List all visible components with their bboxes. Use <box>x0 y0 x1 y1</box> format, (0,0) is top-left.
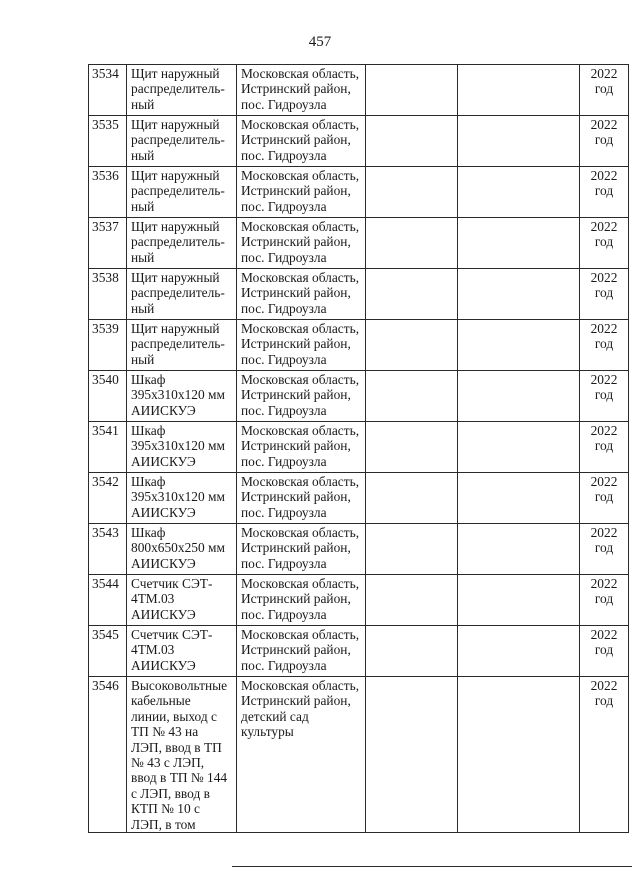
object-name-cell: Щит наружный распределитель- ный <box>127 218 237 269</box>
row-number-cell: 3541 <box>89 422 127 473</box>
page-number: 457 <box>308 34 332 50</box>
empty-cell <box>366 320 458 371</box>
empty-cell <box>458 371 580 422</box>
object-name-cell: Шкаф 800x650x250 мм АИИСКУЭ <box>127 524 237 575</box>
address-cell: Московская область, Истринский район, пос. Гидроузла <box>237 116 366 167</box>
empty-cell <box>366 269 458 320</box>
empty-cell <box>366 371 458 422</box>
table-row <box>89 320 629 371</box>
empty-cell <box>458 167 580 218</box>
row-number-cell: 3538 <box>89 269 127 320</box>
empty-cell <box>458 575 580 626</box>
year-cell: 2022 год <box>580 524 629 575</box>
object-name-cell: Щит наружный распределитель- ный <box>127 269 237 320</box>
table-row <box>89 473 629 524</box>
empty-cell <box>366 626 458 677</box>
empty-cell <box>458 65 580 116</box>
row-number-cell: 3540 <box>89 371 127 422</box>
row-number-cell: 3534 <box>89 65 127 116</box>
row-number-cell: 3536 <box>89 167 127 218</box>
address-cell: Московская область, Истринский район, пос. Гидроузла <box>237 422 366 473</box>
object-name-cell: Щит наружный распределитель- ный <box>127 320 237 371</box>
empty-cell <box>458 626 580 677</box>
empty-cell <box>366 473 458 524</box>
year-cell: 2022 год <box>580 65 629 116</box>
row-number-cell: 3543 <box>89 524 127 575</box>
table-row <box>89 167 629 218</box>
address-cell: Московская область, Истринский район, пос. Гидроузла <box>237 626 366 677</box>
empty-cell <box>366 167 458 218</box>
year-cell: 2022 год <box>580 677 629 833</box>
empty-cell <box>366 65 458 116</box>
row-number-cell: 3542 <box>89 473 127 524</box>
object-name-cell: Счетчик СЭТ- 4ТМ.03 АИИСКУЭ <box>127 575 237 626</box>
year-cell: 2022 год <box>580 626 629 677</box>
address-cell: Московская область, Истринский район, пос. Гидроузла <box>237 269 366 320</box>
year-cell: 2022 год <box>580 422 629 473</box>
row-number-cell: 3545 <box>89 626 127 677</box>
table-row <box>89 422 629 473</box>
year-cell: 2022 год <box>580 473 629 524</box>
address-cell: Московская область, Истринский район, пос. Гидроузла <box>237 65 366 116</box>
year-cell: 2022 год <box>580 320 629 371</box>
object-name-cell: Шкаф 395x310x120 мм АИИСКУЭ <box>127 473 237 524</box>
empty-cell <box>458 422 580 473</box>
empty-cell <box>366 524 458 575</box>
address-cell: Московская область, Истринский район, детский сад культуры <box>237 677 366 833</box>
empty-cell <box>458 473 580 524</box>
footer-rule <box>232 866 632 867</box>
empty-cell <box>458 320 580 371</box>
object-name-cell: Щит наружный распределитель- ный <box>127 116 237 167</box>
address-cell: Московская область, Истринский район, пос. Гидроузла <box>237 575 366 626</box>
object-name-cell: Шкаф 395x310x120 мм АИИСКУЭ <box>127 422 237 473</box>
empty-cell <box>458 116 580 167</box>
table-row <box>89 218 629 269</box>
empty-cell <box>458 677 580 833</box>
table-row <box>89 269 629 320</box>
empty-cell <box>366 677 458 833</box>
row-number-cell: 3546 <box>89 677 127 833</box>
address-cell: Московская область, Истринский район, пос. Гидроузла <box>237 371 366 422</box>
row-number-cell: 3537 <box>89 218 127 269</box>
year-cell: 2022 год <box>580 218 629 269</box>
table-row <box>89 575 629 626</box>
address-cell: Московская область, Истринский район, пос. Гидроузла <box>237 473 366 524</box>
year-cell: 2022 год <box>580 116 629 167</box>
table-row <box>89 65 629 116</box>
year-cell: 2022 год <box>580 167 629 218</box>
row-number-cell: 3535 <box>89 116 127 167</box>
empty-cell <box>366 422 458 473</box>
empty-cell <box>366 575 458 626</box>
table-row <box>89 116 629 167</box>
year-cell: 2022 год <box>580 575 629 626</box>
object-name-cell: Высоковольтные кабельные линии, выход с ТП № 43 на ЛЭП, ввод в ТП № 43 с ЛЭП, ввод в ТП № 144 с ЛЭП, ввод в КТП № 10 с ЛЭП, в том <box>127 677 237 833</box>
address-cell: Московская область, Истринский район, пос. Гидроузла <box>237 218 366 269</box>
year-cell: 2022 год <box>580 371 629 422</box>
table-row <box>89 677 629 833</box>
empty-cell <box>458 524 580 575</box>
row-number-cell: 3544 <box>89 575 127 626</box>
object-name-cell: Счетчик СЭТ- 4ТМ.03 АИИСКУЭ <box>127 626 237 677</box>
registry-table-body <box>89 65 629 833</box>
object-name-cell: Щит наружный распределитель- ный <box>127 167 237 218</box>
row-number-cell: 3539 <box>89 320 127 371</box>
object-name-cell: Щит наружный распределитель- ный <box>127 65 237 116</box>
address-cell: Московская область, Истринский район, пос. Гидроузла <box>237 524 366 575</box>
table-row <box>89 524 629 575</box>
address-cell: Московская область, Истринский район, пос. Гидроузла <box>237 320 366 371</box>
empty-cell <box>458 218 580 269</box>
empty-cell <box>458 269 580 320</box>
year-cell: 2022 год <box>580 269 629 320</box>
address-cell: Московская область, Истринский район, пос. Гидроузла <box>237 167 366 218</box>
object-name-cell: Шкаф 395x310x120 мм АИИСКУЭ <box>127 371 237 422</box>
empty-cell <box>366 218 458 269</box>
property-registry-table <box>88 64 629 833</box>
empty-cell <box>366 116 458 167</box>
table-row <box>89 371 629 422</box>
table-row <box>89 626 629 677</box>
